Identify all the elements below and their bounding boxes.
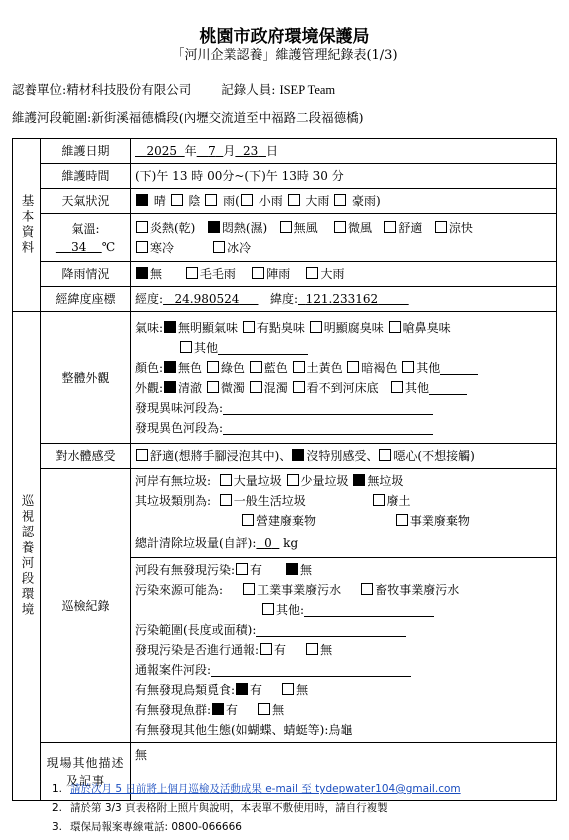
checkbox-slightly-turbid[interactable] xyxy=(207,381,219,393)
feel-label: 對水體感受 xyxy=(41,444,131,469)
lat-label: 緯度: xyxy=(269,292,298,306)
weather-heavy: 大雨 xyxy=(305,194,330,208)
checkbox-heavy-precip[interactable] xyxy=(306,267,318,279)
day-unit: 日 xyxy=(265,144,278,158)
checkbox-precip-none[interactable] xyxy=(136,267,148,279)
temp-option: 寒冷 xyxy=(150,240,175,255)
feel-field xyxy=(131,444,557,469)
look-other-line[interactable] xyxy=(429,380,467,395)
lat-number: 121.233162 xyxy=(305,292,379,306)
smell-option: 其他 xyxy=(194,340,219,355)
temp-option: 微風 xyxy=(347,220,372,235)
color-label: 顏色: xyxy=(135,360,164,375)
appearance-field xyxy=(131,312,557,444)
temp-option: 悶熱(濕) xyxy=(221,220,268,235)
note-number: 1. xyxy=(52,783,63,795)
color-option: 暗褐色 xyxy=(361,360,398,375)
year-unit: 年 xyxy=(184,144,197,158)
look-label: 外觀: xyxy=(135,380,164,395)
report-yes: 有 xyxy=(274,643,287,657)
checkbox-cold[interactable] xyxy=(136,241,148,253)
checkbox-heavy-rain[interactable] xyxy=(288,194,300,206)
checkbox-pollution-no[interactable] xyxy=(286,563,298,575)
color-section-label: 發現異色河段為: xyxy=(135,420,224,435)
temperature-unit: ℃ xyxy=(101,239,116,254)
smell-option: 嗆鼻臭味 xyxy=(402,320,451,335)
temperature-value[interactable] xyxy=(56,240,102,254)
note-item xyxy=(52,780,461,799)
checkbox-look-other[interactable] xyxy=(391,381,403,393)
bird-yes: 有 xyxy=(250,683,263,697)
checkbox-no-riverbed[interactable] xyxy=(293,381,305,393)
pollution-label: 河段有無發現污染: xyxy=(135,563,236,577)
document-title: 桃園市政府環境保護局 xyxy=(199,27,370,47)
note-number: 3. xyxy=(52,821,63,833)
precip-option: 陣雨 xyxy=(266,267,291,281)
checkbox-green[interactable] xyxy=(207,361,219,373)
month-unit: 月 xyxy=(223,144,236,158)
lon-label: 經度: xyxy=(135,292,164,306)
feel-option: 舒適(想將手腳浸泡其中)、 xyxy=(150,449,292,463)
smell-option: 無明顯氣味 xyxy=(178,320,239,335)
trash-option: 大量垃圾 xyxy=(233,474,282,488)
lat-value[interactable] xyxy=(298,292,409,306)
source-option: 工業事業廢污水 xyxy=(257,583,342,597)
lon-value[interactable] xyxy=(163,292,258,306)
checkbox-no-wind[interactable] xyxy=(280,221,292,233)
look-option: 看不到河床底 xyxy=(306,380,379,395)
look-option: 微濁 xyxy=(220,380,245,395)
weather-label: 天氣狀況 xyxy=(41,189,131,214)
record-table xyxy=(12,138,557,801)
unit-label: 認養單位: xyxy=(12,82,67,97)
checkbox-report-no[interactable] xyxy=(306,643,318,655)
patrol-field xyxy=(131,469,557,743)
fish-no: 無 xyxy=(272,703,285,717)
date-label: 維護日期 xyxy=(41,139,131,164)
checkbox-pungent-smell[interactable] xyxy=(389,321,401,333)
source-option: 畜牧事業廢污水 xyxy=(375,583,460,597)
checkbox-rotten-smell[interactable] xyxy=(310,321,322,333)
fish-yes: 有 xyxy=(226,703,239,717)
color-option: 土黃色 xyxy=(306,360,343,375)
checkbox-cool[interactable] xyxy=(435,221,447,233)
checkbox-pollution-yes[interactable] xyxy=(236,563,248,575)
checkbox-no-smell[interactable] xyxy=(164,321,176,333)
checkbox-light-rain[interactable] xyxy=(241,194,253,206)
color-option: 藍色 xyxy=(263,360,288,375)
weather-light: 小雨 xyxy=(258,194,283,208)
total-unit: kg xyxy=(283,536,299,550)
checkbox-yellow[interactable] xyxy=(293,361,305,373)
time-label: 維護時間 xyxy=(41,164,131,189)
other-label: 現場其他描述及記事 xyxy=(46,755,125,788)
time-field[interactable]: (下)午 13 時 00分~(下)午 13時 30 分 xyxy=(131,164,557,189)
type-label: 其垃圾類別為: xyxy=(135,494,212,508)
unit-value: 精材科技股份有限公司 xyxy=(66,82,192,97)
look-option: 清澈 xyxy=(178,380,203,395)
total-label: 總計清除垃圾量(自評): xyxy=(135,536,257,550)
type-option: 廢土 xyxy=(386,494,411,508)
feel-option: 噁心(不想接觸) xyxy=(393,449,475,463)
feel-option: 沒特別感受、 xyxy=(306,449,379,463)
checkbox-storm[interactable] xyxy=(334,194,346,206)
temp-option: 炎熱(乾) xyxy=(150,220,196,235)
pollution-yes: 有 xyxy=(250,563,263,577)
checkbox-feel-comfortable[interactable] xyxy=(136,449,148,461)
checkbox-bird-no[interactable] xyxy=(282,683,294,695)
checkbox-drizzle[interactable] xyxy=(186,267,198,279)
checkbox-color-other[interactable] xyxy=(402,361,414,373)
notes-list xyxy=(52,780,461,837)
color-other-line[interactable] xyxy=(440,360,478,375)
eco-value[interactable]: 烏龜 xyxy=(328,723,353,737)
recorder-value: ISEP Team xyxy=(279,83,336,97)
checkbox-shower[interactable] xyxy=(252,267,264,279)
range-value: 新街溪福德橋段(內壢交流道至中福路二段福德橋) xyxy=(91,110,364,125)
checkbox-source-other[interactable] xyxy=(262,603,274,615)
bird-no: 無 xyxy=(296,683,309,697)
type-option: 營建廢棄物 xyxy=(256,514,317,528)
smell-other-line[interactable] xyxy=(218,340,308,355)
total-number: 0 xyxy=(264,536,272,550)
checkbox-smell-other[interactable] xyxy=(180,341,192,353)
report-no: 無 xyxy=(320,643,333,657)
report-label: 發現污染是否進行通報: xyxy=(135,643,260,657)
precip-field xyxy=(131,262,557,287)
weather-rain: 雨( xyxy=(223,194,240,208)
temperature-number: 34 xyxy=(71,239,87,254)
temperature-options xyxy=(131,214,557,262)
temp-option: 無風 xyxy=(293,220,318,235)
color-option: 綠色 xyxy=(220,360,245,375)
checkbox-blue[interactable] xyxy=(250,361,262,373)
meta-line-2 xyxy=(12,108,363,126)
case-line[interactable] xyxy=(211,662,411,677)
checkbox-fish-yes[interactable] xyxy=(212,703,224,715)
trash-option: 無垃圾 xyxy=(367,474,404,488)
checkbox-business-waste[interactable] xyxy=(396,514,408,526)
odor-section-line[interactable] xyxy=(223,400,433,415)
checkbox-comfortable[interactable] xyxy=(384,221,396,233)
trash-label: 河岸有無垃圾: xyxy=(135,474,212,488)
checkbox-livestock-wastewater[interactable] xyxy=(361,583,373,595)
weather-storm: 豪雨) xyxy=(352,194,381,208)
precip-label: 降雨情況 xyxy=(41,262,131,287)
recorder-label: 記錄人員: xyxy=(221,82,276,97)
note-number: 2. xyxy=(52,802,63,814)
meta-line-1 xyxy=(12,80,335,98)
coord-label: 經緯度座標 xyxy=(41,287,131,312)
section-patrol: 巡視認養河段環境 xyxy=(13,312,41,801)
color-section-line[interactable] xyxy=(223,420,433,435)
date-month: 7 xyxy=(208,144,216,158)
temp-option: 舒適 xyxy=(398,220,423,235)
fish-label: 有無發現魚群: xyxy=(135,703,212,717)
precip-option: 無 xyxy=(150,267,163,281)
odor-section-label: 發現異味河段為: xyxy=(135,400,224,415)
checkbox-feel-nothing[interactable] xyxy=(292,449,304,461)
checkbox-rain[interactable] xyxy=(205,194,217,206)
trash-option: 少量垃圾 xyxy=(300,474,349,488)
checkbox-industrial-wastewater[interactable] xyxy=(243,583,255,595)
weather-cloudy: 陰 xyxy=(188,194,201,208)
date-year: 2025 xyxy=(146,144,177,158)
lon-number: 24.980524 xyxy=(174,292,240,306)
checkbox-slight-smell[interactable] xyxy=(243,321,255,333)
date-field[interactable] xyxy=(131,139,557,164)
scope-line[interactable] xyxy=(256,622,406,637)
checkbox-fish-no[interactable] xyxy=(258,703,270,715)
smell-option: 有點臭味 xyxy=(256,320,305,335)
weather-field xyxy=(131,189,557,214)
weather-sunny: 晴 xyxy=(153,194,166,208)
checkbox-sunny[interactable] xyxy=(136,194,148,206)
checkbox-little-trash[interactable] xyxy=(287,474,299,486)
scope-label: 污染範圍(長度或面積): xyxy=(135,623,257,637)
note-item xyxy=(52,799,461,818)
checkbox-hot-dry[interactable] xyxy=(136,221,148,233)
smell-label: 氣味: xyxy=(135,320,164,335)
temp-option: 涼快 xyxy=(448,220,473,235)
bird-label: 有無發現鳥類覓食: xyxy=(135,683,236,697)
date-day: 23 xyxy=(243,144,259,158)
checkbox-turbid[interactable] xyxy=(250,381,262,393)
checkbox-freezing[interactable] xyxy=(213,241,225,253)
checkbox-feel-disgusting[interactable] xyxy=(379,449,391,461)
type-option: 事業廢棄物 xyxy=(409,514,470,528)
checkbox-bird-yes[interactable] xyxy=(236,683,248,695)
look-option: 其他 xyxy=(405,380,430,395)
checkbox-colorless[interactable] xyxy=(164,361,176,373)
type-option: 一般生活垃圾 xyxy=(233,494,306,508)
temp-option: 冰冷 xyxy=(227,240,252,255)
patrol-label: 巡檢紀錄 xyxy=(41,469,131,743)
checkbox-construction-waste[interactable] xyxy=(242,514,254,526)
look-option: 混濁 xyxy=(263,380,288,395)
smell-option: 明顯腐臭味 xyxy=(323,320,384,335)
source-other: 其他: xyxy=(276,603,305,617)
note-item xyxy=(52,818,461,837)
source-label: 污染來源可能為: xyxy=(135,583,224,597)
checkbox-breeze[interactable] xyxy=(334,221,346,233)
checkbox-household-trash[interactable] xyxy=(220,494,232,506)
checkbox-no-trash[interactable] xyxy=(353,474,365,486)
checkbox-clear[interactable] xyxy=(164,381,176,393)
range-label: 維護河段範圍: xyxy=(12,110,92,125)
precip-option: 毛毛雨 xyxy=(199,267,236,281)
checkbox-brown[interactable] xyxy=(347,361,359,373)
other-value: 無 xyxy=(135,748,148,762)
pollution-no: 無 xyxy=(299,563,312,577)
coord-field xyxy=(131,287,557,312)
precip-option: 大雨 xyxy=(320,267,345,281)
eco-label: 有無發現其他生態(如蝴蝶、蜻蜓等): xyxy=(135,723,329,737)
checkbox-waste-soil[interactable] xyxy=(373,494,385,506)
appearance-label: 整體外觀 xyxy=(41,312,131,444)
case-label: 通報案件河段: xyxy=(135,663,212,677)
temperature-label: 氣溫: xyxy=(71,221,100,236)
checkbox-much-trash[interactable] xyxy=(220,474,232,486)
temperature-label-cell xyxy=(41,214,131,262)
note-text: 環保局報案專線電話: 0800-066666 xyxy=(70,821,242,833)
color-option: 其他 xyxy=(416,360,441,375)
color-option: 無色 xyxy=(178,360,203,375)
document-subtitle: 「河川企業認養」維護管理紀錄表(1/3) xyxy=(171,48,398,63)
note-email-link[interactable]: 請於次月 5 日前將上個月巡檢及活動成果 e-mail 至 tydepwater104@gmail.com xyxy=(70,783,461,795)
section-basic: 基本資料 xyxy=(13,139,41,312)
checkbox-hot-humid[interactable] xyxy=(208,221,220,233)
checkbox-report-yes[interactable] xyxy=(260,643,272,655)
note-text: 請於第 3/3 頁表格附上照片與說明，本表單不敷使用時，請自行複製 xyxy=(70,802,388,814)
total-value[interactable] xyxy=(256,536,279,550)
source-other-line[interactable] xyxy=(304,602,434,617)
checkbox-cloudy[interactable] xyxy=(171,194,183,206)
